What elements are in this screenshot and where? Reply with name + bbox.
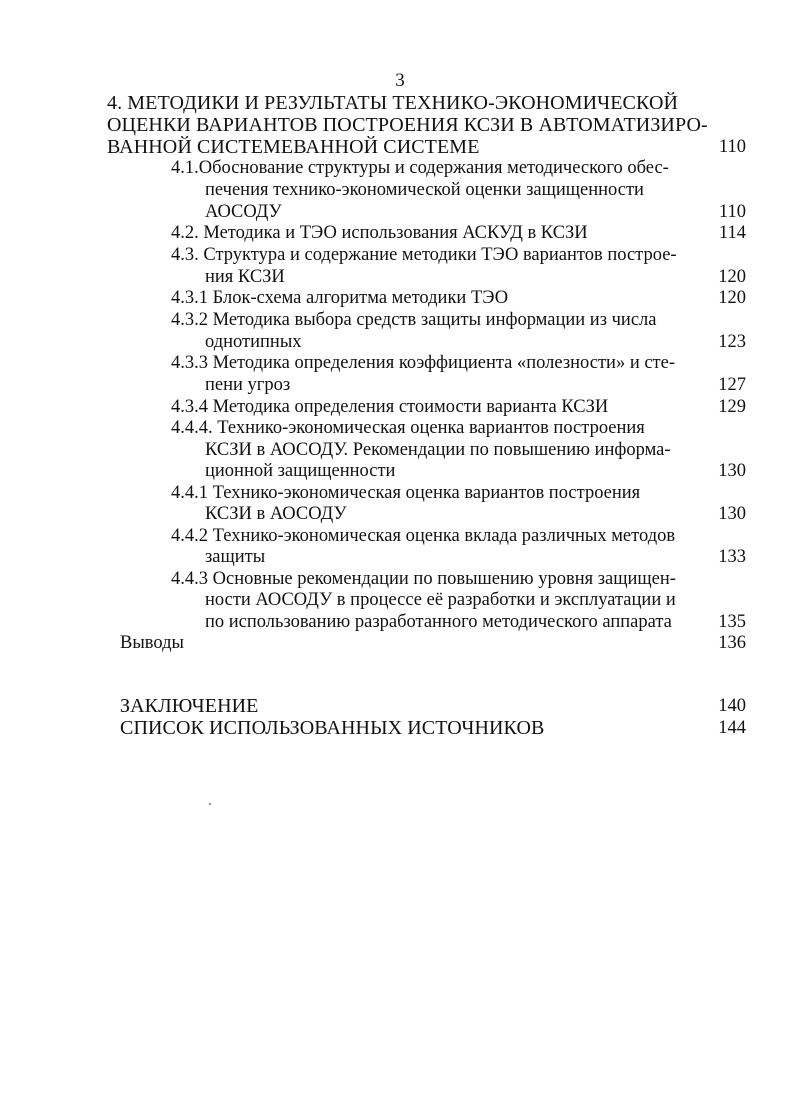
- toc-page-number: 114: [718, 223, 746, 243]
- toc-line: 4.3.1 Блок-схема алгоритма методики ТЭО: [171, 288, 509, 308]
- toc-line: Выводы: [120, 633, 184, 653]
- toc-line: АОСОДУ: [205, 202, 282, 222]
- toc-line: печения технико-экономической оценки защищенности: [205, 180, 644, 200]
- toc-line: ционной защищенности: [205, 461, 396, 481]
- toc-line: 4.3. Структура и содержание методики ТЭО вариантов построе-: [171, 245, 677, 265]
- toc-page-number: 133: [718, 547, 746, 567]
- toc-page-number: 140: [718, 696, 746, 716]
- toc-line: 4.4.3 Основные рекомендации по повышению уровня защищен-: [171, 569, 676, 589]
- toc-line: КСЗИ в АОСОДУ. Рекомендации по повышению информа-: [205, 440, 671, 460]
- toc-line: пени угроз: [205, 375, 291, 395]
- toc-page-number: 120: [718, 267, 746, 287]
- toc-line: 4.3.3 Методика определения коэффициента «полезности» и сте-: [171, 353, 676, 373]
- toc-line: ния КСЗИ: [205, 267, 285, 287]
- toc-line: СПИСОК ИСПОЛЬЗОВАННЫХ ИСТОЧНИКОВ: [120, 717, 545, 739]
- toc-line: 4.3.4 Методика определения стоимости варианта КСЗИ: [171, 397, 609, 417]
- toc-line: 4.2. Методика и ТЭО использования АСКУД в КСЗИ: [171, 223, 588, 243]
- toc-page-number: 135: [718, 612, 746, 632]
- toc-line: 4. МЕТОДИКИ И РЕЗУЛЬТАТЫ ТЕХНИКО-ЭКОНОМИЧЕСКОЙ: [107, 92, 679, 114]
- toc-line: 4.4.1 Технико-экономическая оценка вариантов построения: [171, 483, 641, 503]
- toc-line: ности АОСОДУ в процессе её разработки и эксплуатации и: [205, 590, 676, 610]
- toc-page-number: 123: [718, 332, 746, 352]
- toc-line: защиты: [205, 547, 266, 567]
- toc-line: ОЦЕНКИ ВАРИАНТОВ ПОСТРОЕНИЯ КСЗИ В АВТОМАТИЗИРО-: [107, 114, 708, 136]
- toc-page-number: 144: [718, 718, 746, 738]
- toc-line: 4.1.Обоснование структуры и содержания методического обес-: [171, 158, 669, 178]
- page-number: 3: [395, 70, 405, 91]
- toc-line: ЗАКЛЮЧЕНИЕ: [120, 695, 259, 717]
- toc-page-number: 110: [718, 137, 746, 157]
- toc-line: 4.3.2 Методика выбора средств защиты информации из числа: [171, 310, 657, 330]
- toc-line: 4.4.4. Технико-экономическая оценка вариантов построения: [171, 418, 645, 438]
- toc-page-number: 120: [718, 288, 746, 308]
- toc-page-number: 136: [718, 633, 746, 653]
- toc-line: 4.4.2 Технико-экономическая оценка вклада различных методов: [171, 526, 676, 546]
- toc-line: по использованию разработанного методического аппарата: [205, 612, 672, 632]
- toc-line: ВАННОЙ СИСТЕМЕВАННОЙ СИСТЕМЕ: [107, 136, 480, 158]
- toc-line: однотипных: [205, 332, 302, 352]
- toc-page-number: 110: [718, 202, 746, 222]
- toc-line: КСЗИ в АОСОДУ: [205, 504, 347, 524]
- toc-page-number: 127: [718, 375, 746, 395]
- toc-page-number: 130: [718, 461, 746, 481]
- scan-speck: [209, 803, 211, 805]
- toc-page-number: 130: [718, 504, 746, 524]
- toc-page-number: 129: [718, 397, 746, 417]
